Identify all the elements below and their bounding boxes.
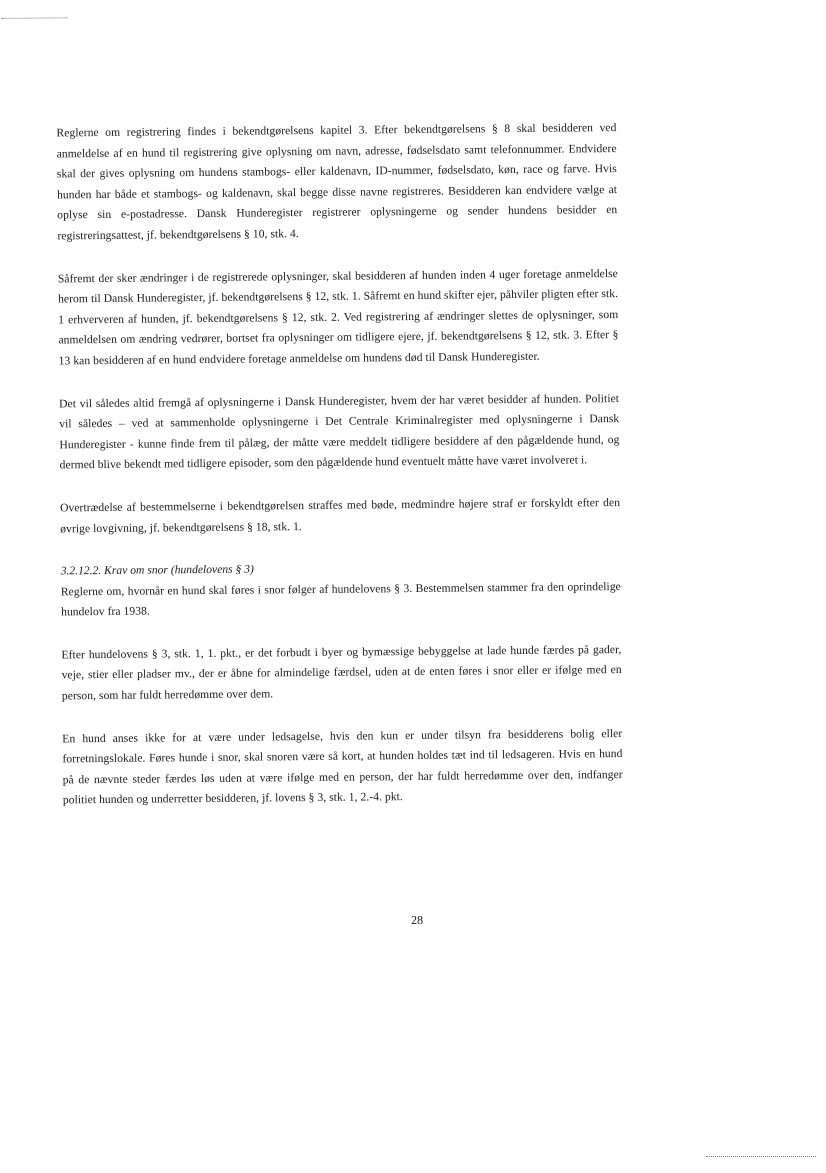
scan-mark-top <box>1 17 67 19</box>
paragraph-leash-prohibition: Efter hundelovens § 3, stk. 1, 1. pkt., er det forbudt i byer og bymæssige bebyggelse at lade hunde færdes på gader, veje, stier eller pladser mv., der er åbne for almindelige færdsel, uden at de enten føres i snor eller er ifølge med en person, som har fuldt herredømme over dem. <box>61 642 622 703</box>
paragraph-penalty: Overtrædelse af bestemmelserne i bekendtgørelsen straffes med bøde, medmindre højere straf er forskyldt efter den øvrige lovgivning, jf. bekendtgørelsens § 18, stk. 1. <box>59 495 621 535</box>
section-heading: 3.2.12.2. Krav om snor (hundelovens § 3) <box>60 562 254 578</box>
paragraph-supervision: En hund anses ikke for at være under ledsagelse, hvis den kun er under tilsyn fra besidderens bolig eller forretningslokale. Føres hunde i snor, skal snoren være så kort, at hunden holdes tæt ind til ledsageren. Hvis en hund på de nævnte steder færdes løs uden at være ifølge med en person, der har fuldt herredømme over den, indfanger politiet hunden og underretter besidderen, jf. lovens § 3, stk. 1, 2.-4. pkt. <box>62 726 623 807</box>
scan-mark-bottom <box>706 1156 816 1157</box>
document-body <box>56 118 623 833</box>
page-number: 28 <box>410 912 424 928</box>
paragraph-owner-history: Det vil således altid fremgå af oplysningerne i Dansk Hunderegister, hvem der har været besidder af hunden. Politiet vil således – ved at sammenholde oplysningerne i Det Centrale Kriminalregister med oplysningerne i Dansk Hunderegister - kunne finde frem til pålæg, der måtte være meddelt tidligere besiddere af den pågældende hund, og dermed blive bekendt med tidligere episoder, som den pågældende hund eventuelt måtte have været involveret i. <box>58 391 620 472</box>
paragraph-registration-rules: Reglerne om registrering findes i bekendtgørelsens kapitel 3. Efter bekendtgørelsens § 8 skal besidderen ved anmeldelse af en hund til registrering give oplysning om navn, adresse, fødselsdato samt telefonnummer. Endvidere skal der gives oplysning om hundens stambogs- eller kaldenavn, ID-nummer, fødselsdato, køn, race og farve. Hvis hunden har både et stambogs- og kaldenavn, skal begge disse navne registreres. Besidderen kan endvidere vælge at oplyse sin e-postadresse. Dansk Hunderegister registrerer oplysningerne og sender hundens besidder en registreringsattest, jf. bekendtgørelsens § 10, stk. 4. <box>56 121 618 243</box>
paragraph-changes: Såfremt der sker ændringer i de registrerede oplysninger, skal besidderen af hunden inden 4 uger foretage anmeldelse herom til Dansk Hunderegister, jf. bekendtgørelsens § 12, stk. 1. Såfremt en hund skifter ejer, påhviler pligten efter stk. 1 erhververen af hunden, jf. bekendtgørelsens § 12, stk. 2. Ved registrering af ændringer slettes de oplysninger, som anmeldelsen om ændring vedrører, bortset fra oplysninger om tidligere ejere, jf. bekendtgørelsens § 12, stk. 3. Efter § 13 kan besidderen af en hund endvidere foretage anmeldelse om hundens død til Dansk Hunderegister. <box>57 266 619 368</box>
paragraph-leash-rules: Reglerne om, hvornår en hund skal føres i snor følger af hundelovens § 3. Bestemmelsen stammer fra den oprindelige hundelov fra 1938. <box>60 579 621 619</box>
